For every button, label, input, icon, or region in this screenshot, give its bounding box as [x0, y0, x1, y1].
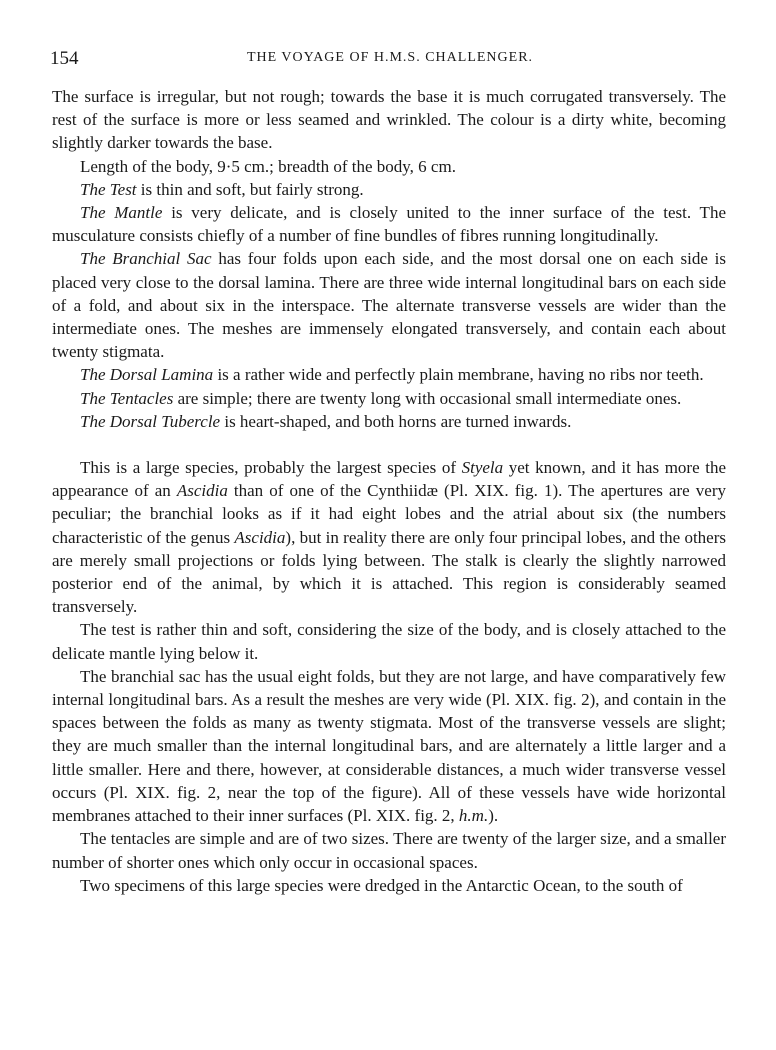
test-text: is thin and soft, but fairly strong. — [136, 179, 364, 199]
mantle-label: The Mantle — [80, 203, 163, 223]
tubercle-paragraph — [52, 410, 726, 433]
discussion-paragraph-5: Two specimens of this large species were dredged in the Antarctic Ocean, to the south of — [80, 875, 683, 895]
tentacles-label: The Tentacles — [80, 388, 174, 408]
tubercle-label: The Dorsal Tubercle — [80, 411, 221, 431]
genus-styela: Styela — [461, 458, 504, 478]
branchial-paragraph — [52, 247, 726, 363]
discussion-paragraph-3 — [52, 665, 726, 827]
p1-text-a: This is a large species, probably the largest species of — [80, 458, 462, 478]
discussion-paragraph-4: The tentacles are simple and are of two sizes. There are twenty of the larger size, and a smaller number of shorter ones which only occur in occasional spaces. — [52, 829, 726, 872]
tentacles-text: are simple; there are twenty long with occasional small intermediate ones. — [173, 388, 682, 408]
p1-text-c: than of one of the Cynthiidæ (Pl. XIX. fig. 1). The apertures are very peculiar; the branchial looks as if it had eight lobes and the atrial about six (the numbers characteristic of the genus — [52, 481, 726, 547]
genus-ascidia: Ascidia — [176, 481, 228, 501]
lamina-text: is a rather wide and perfectly plain membrane, having no ribs nor teeth. — [213, 365, 704, 385]
surface-paragraph: The surface is irregular, but not rough; towards the base it is much corrugated transversely. The rest of the surface is more or less seamed and wrinkled. The colour is a dirty white, becoming slightly darker towards the base. — [52, 87, 726, 153]
discussion-paragraph-2: The test is rather thin and soft, considering the size of the body, and is closely attached to the delicate mantle lying below it. — [52, 620, 726, 663]
mantle-text: is very delicate, and is closely united to the inner surface of the test. The musculature consists chiefly of a number of fine bundles of fibres running longitudinally. — [52, 203, 726, 246]
discussion-paragraph-1 — [52, 456, 726, 618]
p3-text-b: ). — [488, 806, 499, 826]
mantle-paragraph — [52, 201, 726, 247]
test-label: The Test — [80, 179, 137, 199]
p1-text-d: ), but in reality there are only four principal lobes, and the others are merely small projections or folds lying between. The stalk is clearly the slightly narrowed posterior end of the animal, by which it is attached. This region is considerably seamed transversely. — [52, 527, 726, 617]
lamina-label: The Dorsal Lamina — [80, 365, 214, 385]
section-gap — [52, 433, 726, 456]
running-title: THE VOYAGE OF H.M.S. CHALLENGER. — [246, 50, 534, 65]
abbrev-hm: h.m. — [458, 806, 489, 826]
page-header — [50, 48, 730, 70]
p1-text-b: yet known, and it has more the appearance of an — [52, 458, 726, 501]
lamina-paragraph — [52, 363, 726, 386]
page-number: 154 — [50, 48, 79, 69]
tubercle-text: is heart-shaped, and both horns are turned inwards. — [220, 411, 572, 431]
body-text — [52, 85, 726, 897]
dimensions-paragraph: Length of the body, 9·5 cm.; breadth of the body, 6 cm. — [80, 156, 456, 176]
p3-text-a: The branchial sac has the usual eight folds, but they are not large, and have comparatively few internal longitudinal bars. As a result the meshes are very wide (Pl. XIX. fig. 2), and contain in the spaces between the folds as many as twenty stigmata. Most of the transverse vessels are slight; they are much smaller than the internal longitudinal bars, and are alternately a little larger and a little smaller. Here and there, however, at considerable distances, a much wider transverse vessel occurs (Pl. XIX. fig. 2, near the top of the figure). All of these vessels have wide horizontal membranes attached to their inner surfaces (Pl. XIX. fig. 2, — [52, 666, 726, 826]
branchial-text: has four folds upon each side, and the most dorsal one on each side is placed very close to the dorsal lamina. There are three wide internal longitudinal bars on each side of a fold, and about six in the interspace. The alternate transverse vessels are wider than the intermediate ones. The meshes are immensely elongated transversely, and contain each about twenty stigmata. — [52, 249, 726, 362]
tentacles-paragraph — [52, 387, 726, 410]
test-paragraph — [52, 178, 726, 201]
genus-ascidia-2: Ascidia — [234, 527, 286, 547]
branchial-label: The Branchial Sac — [80, 249, 212, 269]
